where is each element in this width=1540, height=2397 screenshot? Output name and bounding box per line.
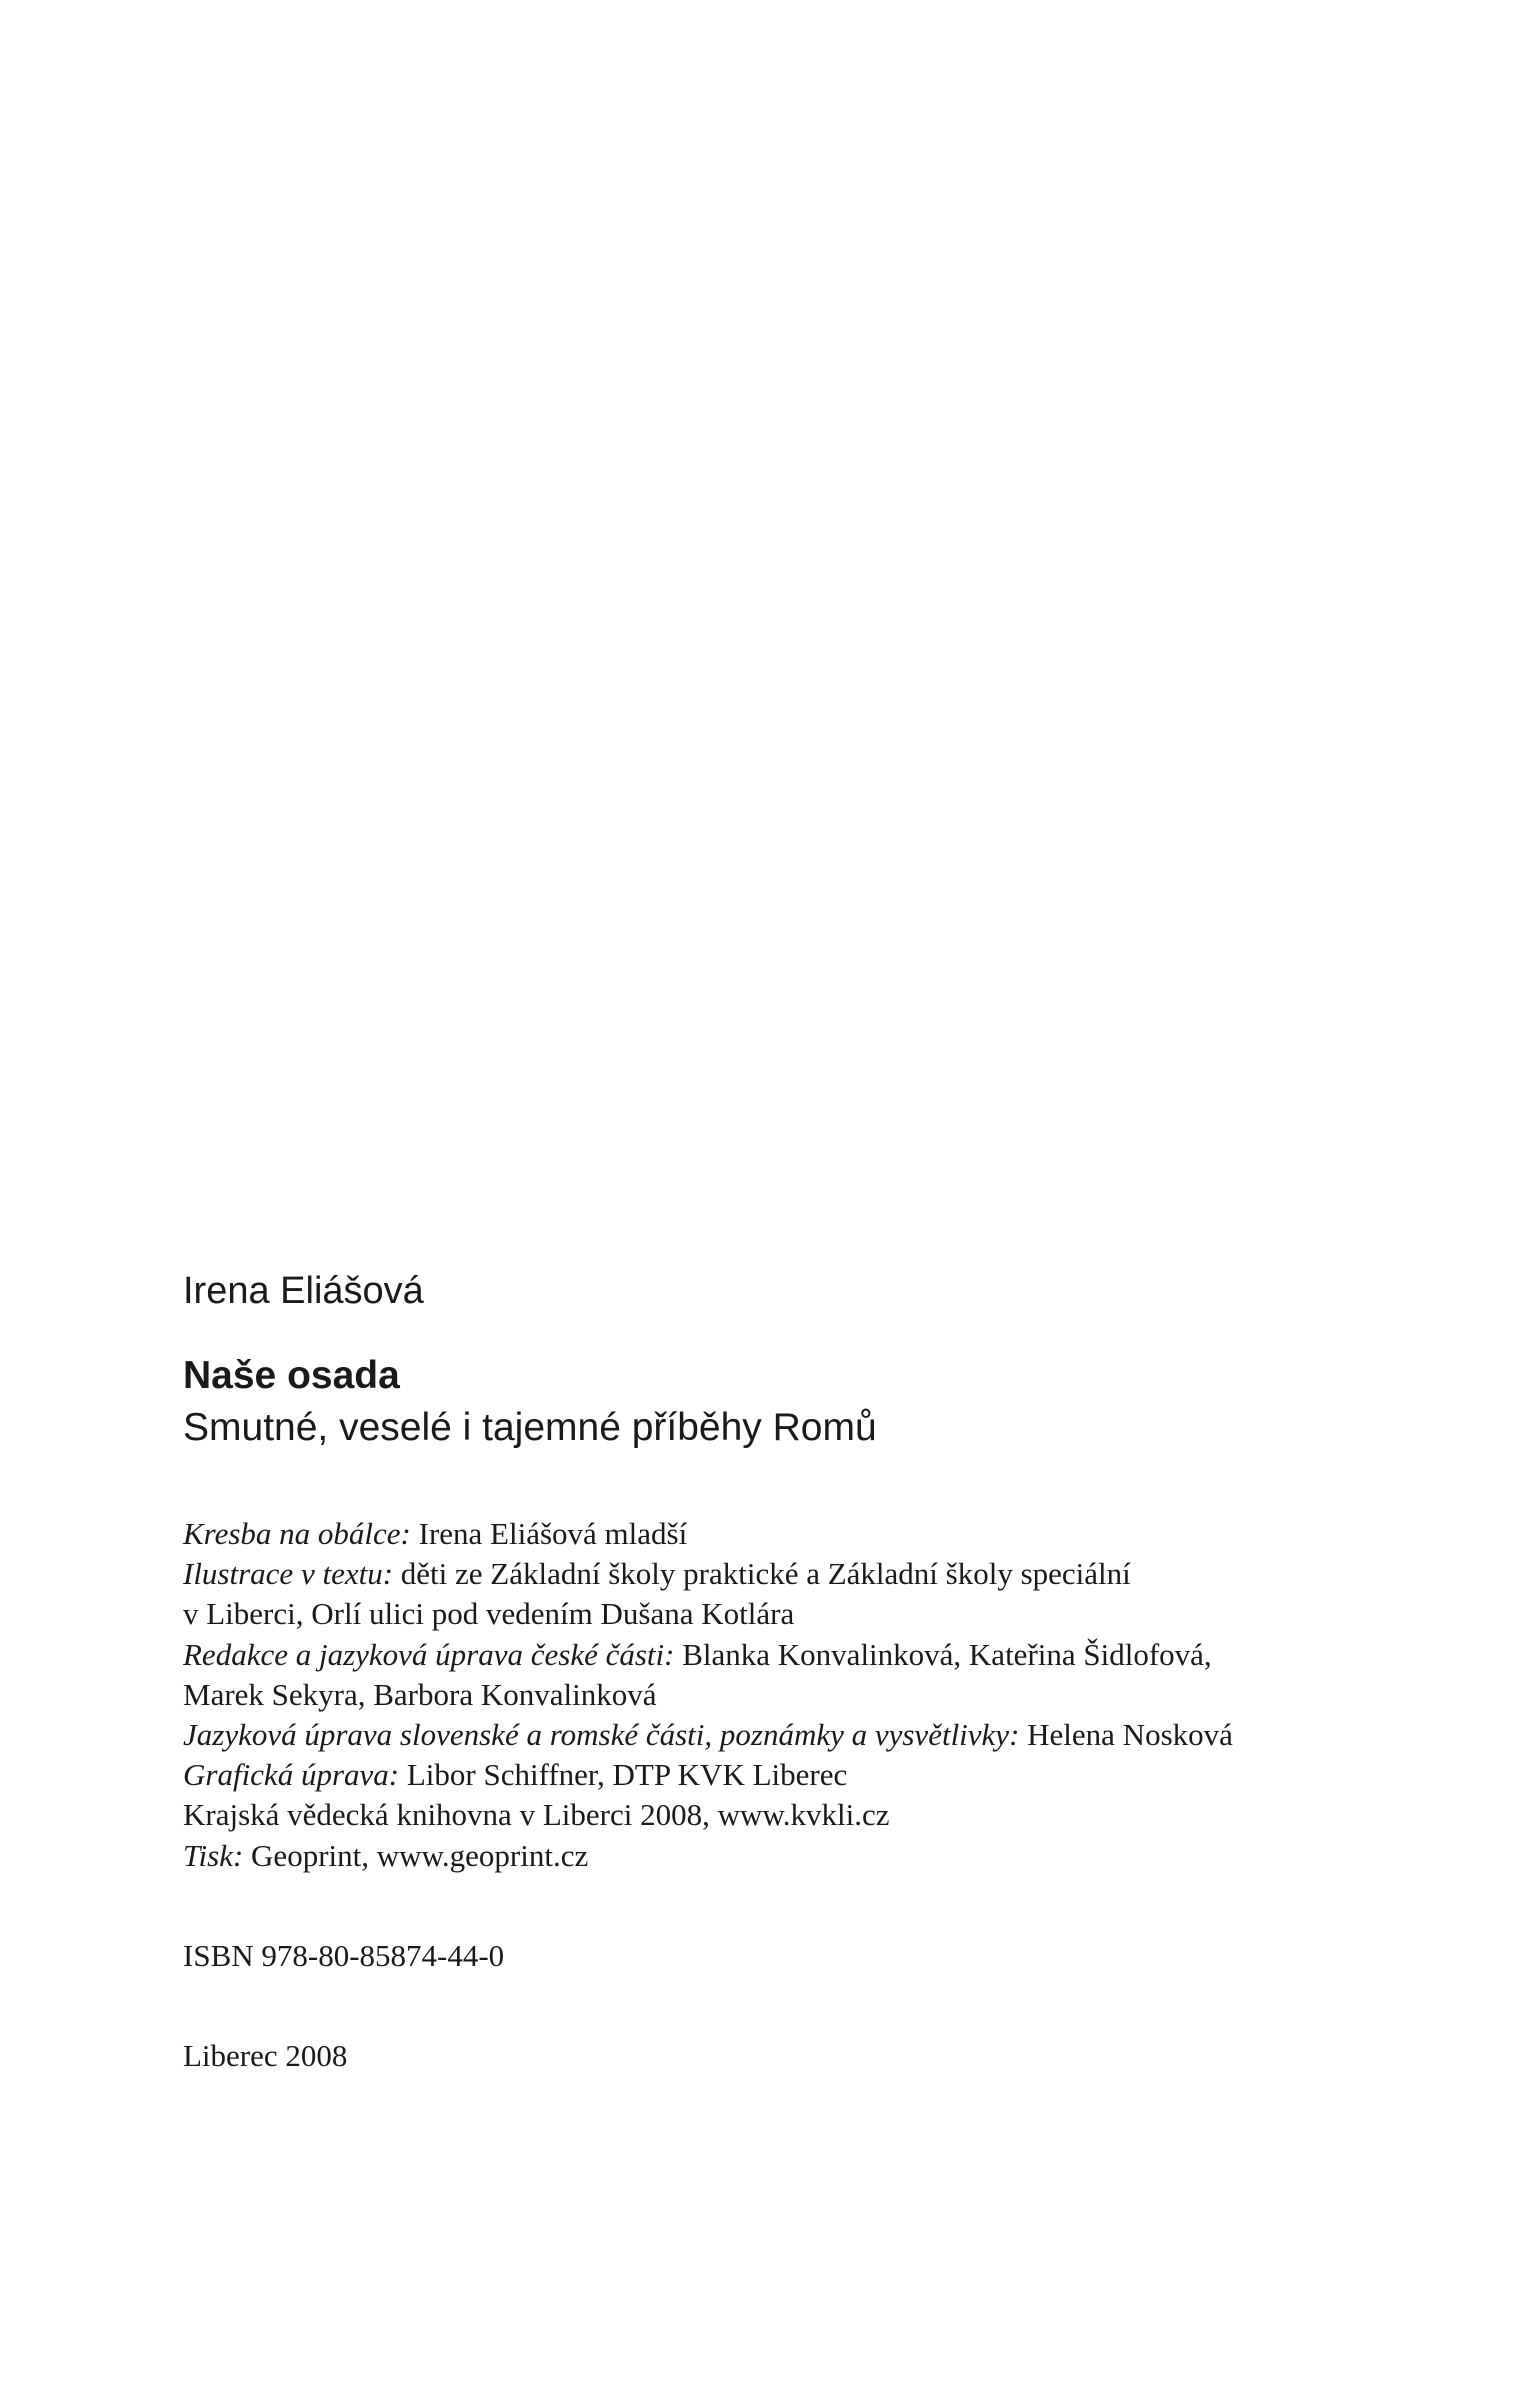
credit-illustrations-cont	[183, 1594, 1483, 1634]
credit-printer	[183, 1836, 1483, 1876]
credit-czech-editing	[183, 1635, 1483, 1675]
credit-illustrations	[183, 1554, 1483, 1594]
credit-graphic-design	[183, 1755, 1483, 1795]
credits-block	[183, 1514, 1483, 1876]
credit-value: v Liberci, Orlí ulici pod vedením Dušana Kotlára	[183, 1596, 795, 1632]
credit-value: Blanka Konvalinková, Kateřina Šidlofová,	[674, 1636, 1212, 1672]
book-title: Naše osada	[183, 1354, 400, 1397]
credit-value: Marek Sekyra, Barbora Konvalinková	[183, 1676, 657, 1712]
title-page-imprint	[183, 1268, 1483, 2076]
credit-label: Ilustrace v textu:	[183, 1556, 394, 1592]
credit-publisher	[183, 1795, 1483, 1835]
place-and-year: Liberec 2008	[183, 2037, 348, 2073]
credit-slovak-romani-editing	[183, 1715, 1483, 1755]
credit-value: Libor Schiffner, DTP KVK Liberec	[399, 1757, 848, 1793]
credit-value: Krajská vědecká knihovna v Liberci 2008, www.kvkli.cz	[183, 1797, 890, 1833]
credit-label: Jazyková úprava slovenské a romské části, poznámky a vysvětlivky:	[183, 1717, 1020, 1753]
credit-label: Tisk:	[183, 1837, 244, 1873]
author-name: Irena Eliášová	[183, 1270, 424, 1312]
credit-label: Kresba na obálce:	[183, 1516, 411, 1551]
book-subtitle: Smutné, veselé i tajemné příběhy Romů	[183, 1406, 877, 1449]
credit-value: Helena Nosková	[1019, 1717, 1233, 1753]
credit-label: Grafická úprava:	[183, 1757, 400, 1793]
credit-value: děti ze Základní školy praktické a Základní školy speciální	[393, 1556, 1131, 1592]
credit-czech-editing-cont	[183, 1675, 1483, 1715]
credit-label: Redakce a jazyková úprava české části:	[183, 1636, 675, 1672]
credit-value: Irena Eliášová mladší	[410, 1516, 688, 1551]
credit-value: Geoprint, www.geoprint.cz	[243, 1837, 589, 1873]
credit-cover-art	[183, 1514, 1483, 1554]
isbn-number: ISBN 978-80-85874-44-0	[183, 1937, 505, 1973]
